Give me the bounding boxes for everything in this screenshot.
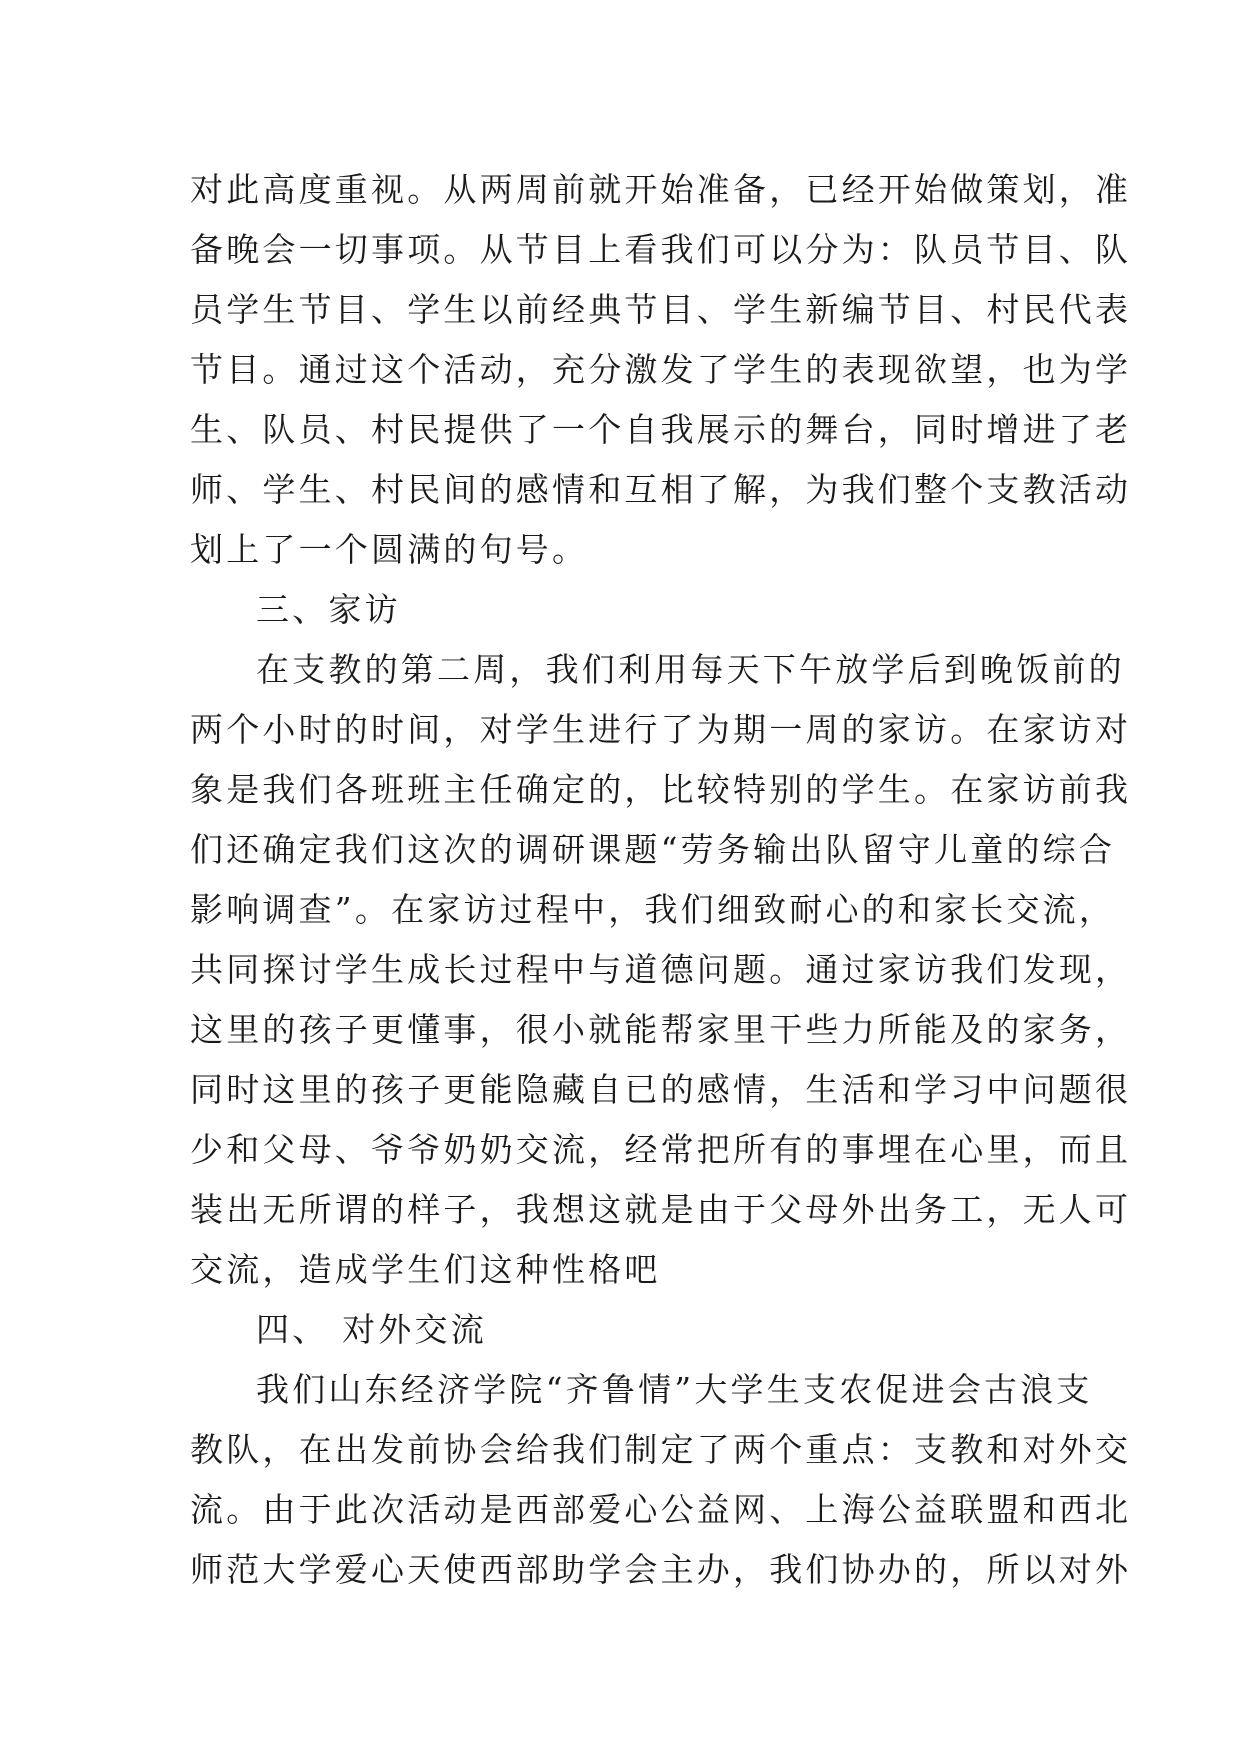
text-line: 两个小时的时间，对学生进行了为期一周的家访。在家访对 bbox=[190, 710, 1132, 749]
text-line: 交流，造成学生们这种性格吧 bbox=[190, 1250, 661, 1289]
text-line: 划上了一个圆满的句号。 bbox=[190, 530, 589, 569]
text-line: 这里的孩子更懂事，很小就能帮家里干些力所能及的家务， bbox=[190, 1010, 1132, 1049]
text-line: 少和父母、爷爷奶奶交流，经常把所有的事埋在心里，而且 bbox=[190, 1130, 1132, 1169]
text-line: 生、队员、村民提供了一个自我展示的舞台，同时增进了老 bbox=[190, 410, 1132, 449]
text-line: 我们山东经济学院“齐鲁情”大学生支农促进会古浪支 bbox=[256, 1370, 1093, 1409]
text-line: 备晚会一切事项。从节目上看我们可以分为：队员节目、队 bbox=[190, 230, 1132, 269]
text-line: 教队，在出发前协会给我们制定了两个重点：支教和对外交 bbox=[190, 1430, 1132, 1469]
text-line: 三、家访 bbox=[256, 590, 401, 629]
text-line: 们还确定我们这次的调研课题“劳务输出队留守儿童的综合 bbox=[190, 830, 1116, 869]
text-line: 在支教的第二周，我们利用每天下午放学后到晚饭前的 bbox=[256, 650, 1125, 689]
text-line: 流。由于此次活动是西部爱心公益网、上海公益联盟和西北 bbox=[190, 1490, 1132, 1529]
text-line: 节目。通过这个活动，充分激发了学生的表现欲望，也为学 bbox=[190, 350, 1132, 389]
text-line: 影响调查”。在家访过程中，我们细致耐心的和家长交流， bbox=[190, 890, 1116, 929]
text-line: 员学生节目、学生以前经典节目、学生新编节目、村民代表 bbox=[190, 290, 1132, 329]
text-line: 四、 对外交流 bbox=[256, 1310, 487, 1349]
text-line: 师范大学爱心天使西部助学会主办，我们协办的，所以对外 bbox=[190, 1550, 1132, 1589]
text-line: 象是我们各班班主任确定的，比较特别的学生。在家访前我 bbox=[190, 770, 1132, 809]
text-line: 对此高度重视。从两周前就开始准备，已经开始做策划，准 bbox=[190, 170, 1132, 209]
text-line: 共同探讨学生成长过程中与道德问题。通过家访我们发现， bbox=[190, 950, 1132, 989]
text-line: 师、学生、村民间的感情和互相了解，为我们整个支教活动 bbox=[190, 470, 1132, 509]
text-line: 同时这里的孩子更能隐藏自已的感情，生活和学习中问题很 bbox=[190, 1070, 1132, 1109]
body-text bbox=[190, 160, 1132, 1600]
text-line: 装出无所谓的样子，我想这就是由于父母外出务工，无人可 bbox=[190, 1190, 1132, 1229]
